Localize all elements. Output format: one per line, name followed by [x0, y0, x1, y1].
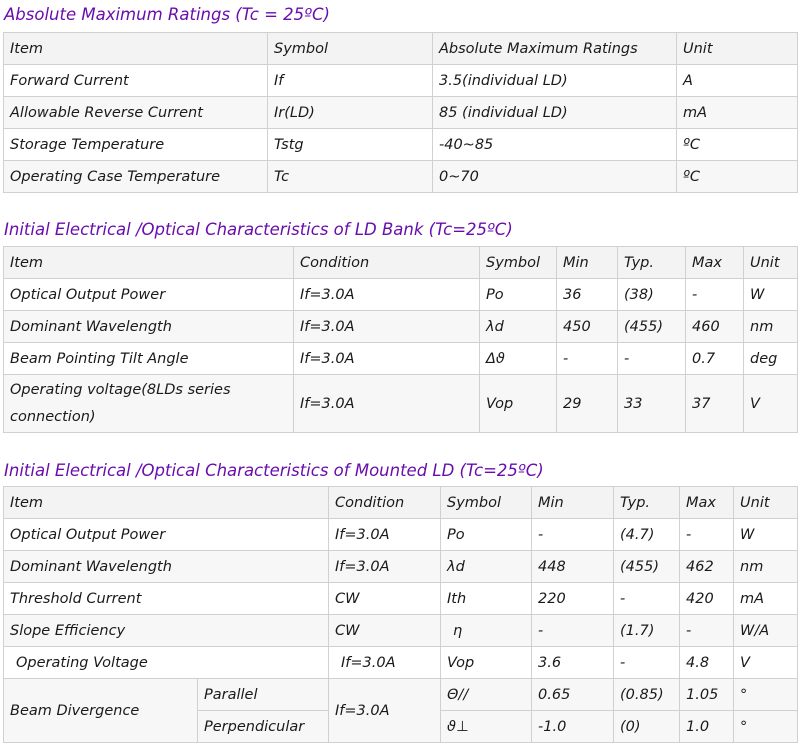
cell: If=3.0A	[294, 311, 480, 343]
cell: Δϑ	[480, 343, 557, 375]
cell: 450	[557, 311, 618, 343]
cell: Storage Temperature	[4, 129, 268, 161]
header-cell: Item	[4, 247, 294, 279]
mounted-ld-characteristics-table	[3, 486, 798, 743]
cell: 462	[680, 551, 734, 583]
cell: Forward Current	[4, 65, 268, 97]
table-row	[4, 583, 798, 615]
cell: W	[744, 279, 798, 311]
section3-title: Initial Electrical /Optical Characteristics of Mounted LD (Tc=25ºC)	[4, 461, 544, 480]
cell: nm	[744, 311, 798, 343]
cell: 3.6	[532, 647, 614, 679]
cell: Po	[441, 519, 532, 551]
cell: Ir(LD)	[268, 97, 433, 129]
cell: -	[680, 519, 734, 551]
cell: -	[532, 519, 614, 551]
cell: Operating Case Temperature	[4, 161, 268, 193]
header-cell: Item	[4, 487, 329, 519]
cell: Perpendicular	[198, 711, 329, 743]
cell: 3.5(individual LD)	[433, 65, 677, 97]
cell: If=3.0A	[329, 679, 441, 743]
cell: 460	[686, 311, 744, 343]
cell: V	[744, 375, 798, 433]
cell: λd	[441, 551, 532, 583]
cell: If	[268, 65, 433, 97]
table-row	[4, 615, 798, 647]
cell: Tstg	[268, 129, 433, 161]
cell: Vop	[441, 647, 532, 679]
table-row	[4, 519, 798, 551]
cell: W	[734, 519, 798, 551]
table-header-row	[4, 33, 798, 65]
cell: 220	[532, 583, 614, 615]
cell: -	[618, 343, 686, 375]
table-row	[4, 375, 798, 433]
cell: 0.65	[532, 679, 614, 711]
cell: Beam Pointing Tilt Angle	[4, 343, 294, 375]
cell: Vop	[480, 375, 557, 433]
cell: 29	[557, 375, 618, 433]
cell: λd	[480, 311, 557, 343]
section2-title: Initial Electrical /Optical Characteristics of LD Bank (Tc=25ºC)	[4, 220, 513, 239]
cell: CW	[329, 615, 441, 647]
cell: deg	[744, 343, 798, 375]
table-row	[4, 161, 798, 193]
cell: Po	[480, 279, 557, 311]
cell: 37	[686, 375, 744, 433]
cell: A	[677, 65, 798, 97]
cell: -	[557, 343, 618, 375]
cell: If=3.0A	[329, 647, 441, 679]
cell: Ith	[441, 583, 532, 615]
table-row	[4, 343, 798, 375]
header-cell: Min	[532, 487, 614, 519]
table-row	[4, 129, 798, 161]
cell: Slope Efficiency	[4, 615, 329, 647]
cell: (455)	[614, 551, 680, 583]
cell: -	[680, 615, 734, 647]
cell: (38)	[618, 279, 686, 311]
table-row	[4, 551, 798, 583]
cell: Dominant Wavelength	[4, 311, 294, 343]
cell: Operating voltage(8LDs series connection)	[4, 375, 294, 433]
header-cell: Max	[686, 247, 744, 279]
cell: -1.0	[532, 711, 614, 743]
header-cell: Condition	[329, 487, 441, 519]
cell: 0~70	[433, 161, 677, 193]
cell: ºC	[677, 161, 798, 193]
cell: (4.7)	[614, 519, 680, 551]
cell: nm	[734, 551, 798, 583]
header-cell: Max	[680, 487, 734, 519]
table-row	[4, 65, 798, 97]
table-row	[4, 679, 798, 711]
cell: 1.05	[680, 679, 734, 711]
cell: Optical Output Power	[4, 279, 294, 311]
header-cell: Typ.	[614, 487, 680, 519]
table-row	[4, 97, 798, 129]
cell: Parallel	[198, 679, 329, 711]
header-cell: Unit	[734, 487, 798, 519]
cell: 36	[557, 279, 618, 311]
cell: Operating Voltage	[4, 647, 329, 679]
beam-divergence-cell: Beam Divergence	[4, 679, 198, 743]
absolute-max-ratings-table	[3, 32, 798, 193]
table-header-row	[4, 487, 798, 519]
header-cell: Condition	[294, 247, 480, 279]
ld-bank-characteristics-table	[3, 246, 798, 433]
header-cell: Symbol	[268, 33, 433, 65]
cell: Θ//	[441, 679, 532, 711]
cell: mA	[734, 583, 798, 615]
cell: If=3.0A	[329, 519, 441, 551]
cell: -	[532, 615, 614, 647]
cell: 0.7	[686, 343, 744, 375]
cell: Threshold Current	[4, 583, 329, 615]
cell: (0.85)	[614, 679, 680, 711]
cell: 4.8	[680, 647, 734, 679]
cell: °	[734, 711, 798, 743]
cell: 33	[618, 375, 686, 433]
cell: Dominant Wavelength	[4, 551, 329, 583]
cell: 85 (individual LD)	[433, 97, 677, 129]
cell: If=3.0A	[294, 279, 480, 311]
header-cell: Unit	[744, 247, 798, 279]
cell: If=3.0A	[294, 343, 480, 375]
header-cell: Typ.	[618, 247, 686, 279]
cell: CW	[329, 583, 441, 615]
header-cell: Symbol	[441, 487, 532, 519]
table-row	[4, 279, 798, 311]
cell: -	[614, 583, 680, 615]
cell: If=3.0A	[294, 375, 480, 433]
cell: ϑ⊥	[441, 711, 532, 743]
cell: ºC	[677, 129, 798, 161]
cell: (1.7)	[614, 615, 680, 647]
cell: -40~85	[433, 129, 677, 161]
header-cell: Item	[4, 33, 268, 65]
section1-title: Absolute Maximum Ratings (Tc = 25ºC)	[4, 5, 330, 24]
header-cell: Min	[557, 247, 618, 279]
table-row	[4, 647, 798, 679]
header-cell: Absolute Maximum Ratings	[433, 33, 677, 65]
header-cell: Unit	[677, 33, 798, 65]
cell: 420	[680, 583, 734, 615]
cell: mA	[677, 97, 798, 129]
cell: V	[734, 647, 798, 679]
cell: (455)	[618, 311, 686, 343]
cell: 1.0	[680, 711, 734, 743]
cell: °	[734, 679, 798, 711]
cell: (0)	[614, 711, 680, 743]
cell: -	[614, 647, 680, 679]
cell: Tc	[268, 161, 433, 193]
cell: Allowable Reverse Current	[4, 97, 268, 129]
table-row	[4, 311, 798, 343]
cell: η	[441, 615, 532, 647]
cell: If=3.0A	[329, 551, 441, 583]
cell: -	[686, 279, 744, 311]
table-header-row	[4, 247, 798, 279]
cell: Optical Output Power	[4, 519, 329, 551]
cell: 448	[532, 551, 614, 583]
header-cell: Symbol	[480, 247, 557, 279]
cell: W/A	[734, 615, 798, 647]
